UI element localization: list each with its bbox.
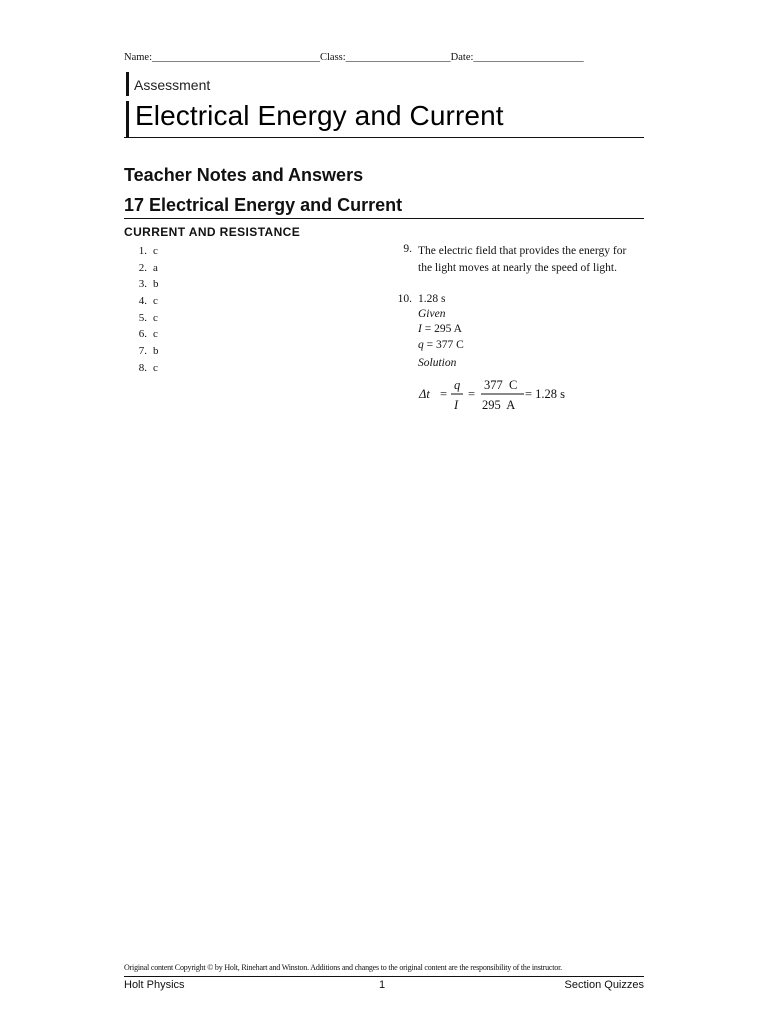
answer-row <box>124 276 324 293</box>
chapter-rule <box>124 218 644 219</box>
fraction2-numerator: 377 C <box>484 378 518 392</box>
section-heading: CURRENT AND RESISTANCE <box>124 225 301 239</box>
teacher-notes-heading: Teacher Notes and Answers <box>124 165 364 185</box>
assessment-label: Assessment <box>134 77 211 93</box>
solution-label: Solution <box>418 357 457 369</box>
answer-row <box>124 343 324 360</box>
answer-row <box>124 243 324 260</box>
assessment-bar <box>126 72 129 96</box>
chapter-heading: 17 Electrical Energy and Current <box>124 195 403 215</box>
solution-equation <box>414 374 614 420</box>
footer-section-name: Section Quizzes <box>564 979 644 991</box>
q10-answer: 1.28 s <box>418 293 446 305</box>
answer-row <box>124 260 324 277</box>
answer-number: 8. <box>138 361 147 374</box>
answer-number: 7. <box>138 345 147 358</box>
q9-number: 9. <box>403 243 412 255</box>
q9-answer-text: The electric field that provides the energy for the light moves at nearly the speed of light. <box>418 245 627 274</box>
equation-equals-1: = <box>440 387 448 401</box>
page-title: Electrical Energy and Current <box>135 100 504 131</box>
fraction1-denominator: I <box>454 398 459 412</box>
given-current-value: = 295 A <box>421 323 462 335</box>
fraction2-denominator: 295 A <box>482 398 516 412</box>
footer-book-title: Holt Physics <box>124 979 185 991</box>
name-blank: ________________________________ <box>152 52 320 63</box>
answer-row <box>124 293 324 310</box>
given-charge-value: = 377 C <box>423 339 464 351</box>
answer-value: c <box>153 245 158 257</box>
given-current <box>418 323 462 335</box>
given-label: Given <box>418 308 446 320</box>
title-bar <box>126 101 129 137</box>
equation-result: = 1.28 s <box>525 387 566 401</box>
date-label: Date: <box>450 52 474 63</box>
answer-list <box>124 243 324 377</box>
given-charge <box>418 339 464 351</box>
answer-row <box>124 326 324 343</box>
answer-number: 5. <box>138 311 147 324</box>
given-charge-var: q <box>418 339 424 351</box>
page-number: 1 <box>379 979 386 991</box>
answer-number: 6. <box>138 328 147 341</box>
answer-number: 1. <box>138 245 147 257</box>
answer-value: c <box>153 361 158 374</box>
copyright-notice: Original content Copyright © by Holt, Rinehart and Winston. Additions and changes to the original content are the responsibility of the instructor. <box>124 963 562 972</box>
title-rule <box>124 137 644 138</box>
answer-row <box>124 360 324 377</box>
equation-equals-2: = <box>468 387 476 401</box>
given-current-var: I <box>418 323 422 335</box>
answer-value: c <box>153 328 158 341</box>
answer-value: c <box>153 295 158 308</box>
answer-value: a <box>153 261 158 274</box>
answer-number: 4. <box>138 295 147 308</box>
footer-rule <box>124 976 644 977</box>
answer-value: c <box>153 311 158 324</box>
answer-number: 3. <box>138 278 147 291</box>
class-label: Class: <box>320 52 346 63</box>
equation-lhs: Δt <box>419 387 430 401</box>
answer-value: b <box>153 345 159 358</box>
class-blank: ____________________ <box>345 52 451 63</box>
answer-number: 2. <box>138 261 147 274</box>
answer-value: b <box>153 278 159 291</box>
header-fields <box>124 52 644 63</box>
name-label: Name: <box>124 52 152 63</box>
fraction1-numerator: q <box>454 378 461 392</box>
answer-row <box>124 310 324 327</box>
q10-number: 10. <box>397 293 412 305</box>
date-blank: _____________________ <box>473 52 584 63</box>
